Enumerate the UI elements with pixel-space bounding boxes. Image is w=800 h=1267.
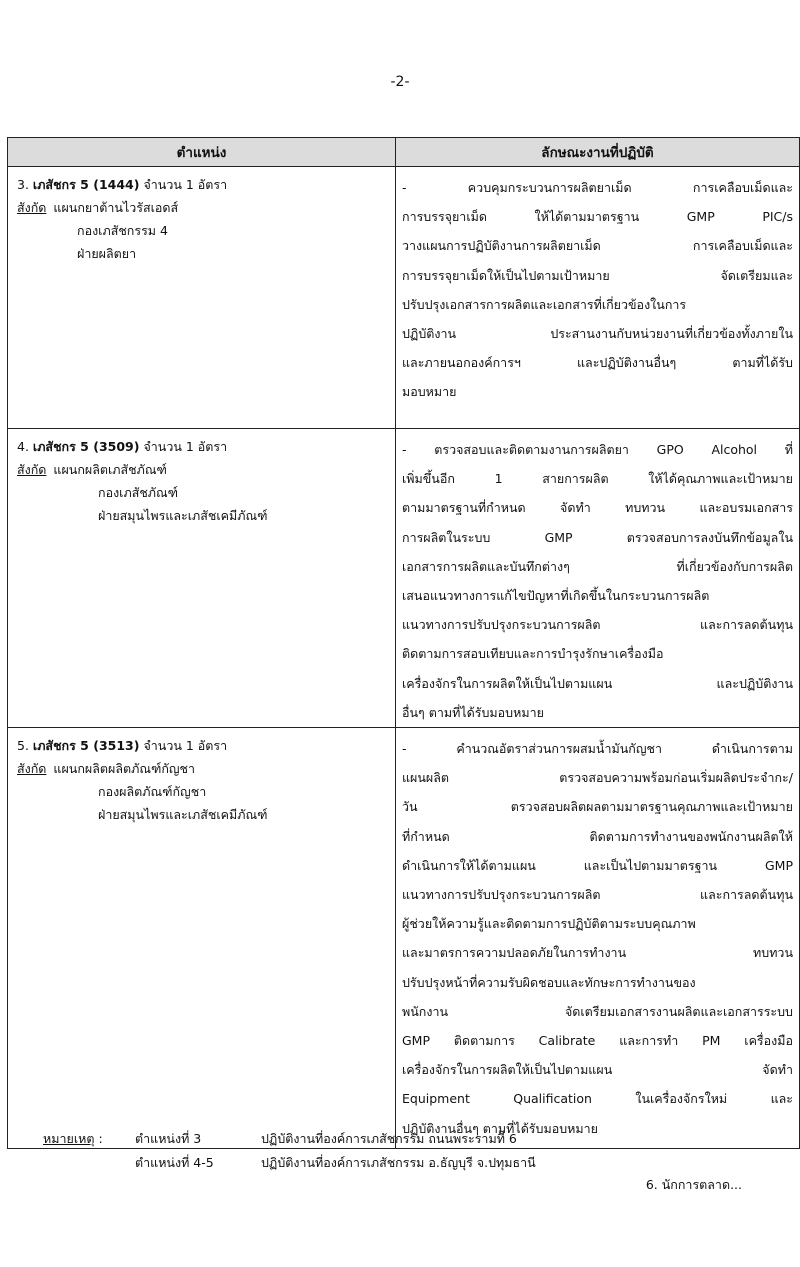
duty-line: อื่นๆ ตามที่ได้รับมอบหมาย [402, 704, 544, 720]
header-position: ตำแหน่ง [8, 138, 396, 167]
duty-line: เครื่องจักรในการผลิตให้เป็นไปตามแผน จัดทำ [402, 1062, 793, 1078]
duty-line: GMP ติดตามการ Calibrate และการทำ PM เครื่องมือ [402, 1033, 793, 1049]
duty-cell [396, 167, 800, 429]
duty-line: ที่กำหนด ติดตามการทำงานของพนักงานผลิตให้ [402, 828, 793, 844]
header-duties: ลักษณะงานที่ปฏิบัติ [396, 138, 800, 167]
page-number: -2- [390, 74, 410, 90]
position-count: จำนวน 1 อัตรา [143, 439, 228, 454]
duty-line: เครื่องจักรในการผลิตให้เป็นไปตามแผน และปฏิบัติงาน [402, 675, 793, 691]
remark-position: ตำแหน่งที่ 3 [135, 1131, 202, 1146]
position-count: จำนวน 1 อัตรา [143, 738, 228, 754]
duty-line: มอบหมาย [402, 384, 457, 400]
continuation-text: 6. นักการตลาด... [645, 1177, 742, 1192]
position-index: 5. [17, 738, 29, 754]
duty-line: เพิ่มขึ้นอีก 1 สายการผลิต ให้ได้คุณภาพและเป้าหมาย [402, 471, 793, 487]
duty-line: และมาตรการความปลอดภัยในการทำงาน ทบทวน [402, 945, 793, 961]
duty-cell [396, 728, 800, 1149]
position-title: เภสัชกร 5 (3513) [32, 738, 140, 754]
affiliation-label: สังกัด [17, 761, 47, 777]
remark-row [43, 1127, 536, 1151]
remark-label: หมายเหตุ [43, 1131, 95, 1146]
remark-position: ตำแหน่งที่ 4-5 [135, 1155, 214, 1170]
table-row [8, 167, 800, 429]
duty-line: วัน ตรวจสอบผลิตผลตามมาตรฐานคุณภาพและเป้าหมาย [402, 799, 793, 815]
affiliation-division: กองเภสัชภัณฑ์ [98, 485, 179, 500]
position-title: เภสัชกร 5 (1444) [32, 177, 140, 192]
duty-line: วางแผนการปฏิบัติงานการผลิตยาเม็ด การเคลือบเม็ดและ [402, 238, 793, 254]
remark-location: ปฏิบัติงานที่องค์การเภสัชกรรม ถนนพระรามที่ 6 [261, 1131, 517, 1146]
affiliation-label: สังกัด [17, 462, 47, 477]
duty-line: การบรรจุยาเม็ดให้เป็นไปตามเป้าหมาย จัดเตรียมและ [402, 267, 793, 283]
position-cell [8, 429, 396, 728]
table-row [8, 429, 800, 728]
affiliation-label: สังกัด [17, 200, 47, 215]
remark-location: ปฏิบัติงานที่องค์การเภสัชกรรม อ.ธัญบุรี จ.ปทุมธานี [261, 1155, 536, 1170]
remark-section [43, 1127, 536, 1175]
table-header-row [8, 138, 800, 167]
position-count: จำนวน 1 อัตรา [143, 177, 228, 192]
affiliation-department: ฝ่ายผลิตยา [77, 246, 137, 261]
duty-line: ตามมาตรฐานที่กำหนด จัดทำ ทบทวน และอบรมเอกสาร [402, 500, 793, 516]
duty-line: ปฏิบัติงานอื่นๆ ตามที่ได้รับมอบหมาย [402, 1120, 598, 1136]
affiliation-department: ฝ่ายสมุนไพรและเภสัชเคมีภัณฑ์ [98, 508, 268, 523]
duty-line: แนวทางการปรับปรุงกระบวนการผลิต และการลดต้นทุน [402, 617, 793, 633]
affiliation-department: ฝ่ายสมุนไพรและเภสัชเคมีภัณฑ์ [98, 807, 268, 823]
duty-line: - ตรวจสอบและติดตามงานการผลิตยา GPO Alcohol ที่ [402, 442, 793, 457]
position-title: เภสัชกร 5 (3509) [32, 439, 140, 454]
table-row [8, 728, 800, 1149]
position-cell [8, 167, 396, 429]
duty-line: ดำเนินการให้ได้ตามแผน และเป็นไปตามมาตรฐาน GMP [402, 857, 793, 873]
position-index: 4. [17, 439, 29, 454]
remark-separator: : [98, 1131, 103, 1146]
duty-line: ติดตามการสอบเทียบและการบำรุงรักษาเครื่องมือ [402, 646, 664, 662]
duty-line: ปรับปรุงหน้าที่ความรับผิดชอบและทักษะการทำงานของ [402, 974, 696, 990]
position-index: 3. [17, 177, 29, 192]
remark-row [43, 1151, 536, 1175]
duty-cell [396, 429, 800, 728]
duty-line: ปฏิบัติงาน ประสานงานกับหน่วยงานที่เกี่ยวข้องทั้งภายใน [402, 326, 793, 342]
affiliation-division: กองผลิตภัณฑ์กัญชา [98, 784, 207, 800]
duty-line: แผนผลิต ตรวจสอบความพร้อมก่อนเริ่มผลิตประจำกะ/ [402, 770, 793, 786]
duty-line: - ควบคุมกระบวนการผลิตยาเม็ด การเคลือบเม็ดและ [402, 180, 793, 195]
affiliation-unit: แผนกผลิตผลิตภัณฑ์กัญชา [53, 761, 196, 777]
duty-line: เสนอแนวทางการแก้ไขปัญหาที่เกิดขึ้นในกระบวนการผลิต [402, 588, 710, 604]
duty-line: แนวทางการปรับปรุงกระบวนการผลิต และการลดต้นทุน [402, 887, 793, 903]
duty-line: - คำนวณอัตราส่วนการผสมน้ำมันกัญชา ดำเนินการตาม [402, 741, 793, 757]
duty-line: การบรรจุยาเม็ด ให้ได้ตามมาตรฐาน GMP PIC/s [402, 209, 793, 225]
affiliation-unit: แผนกผลิตเภสัชภัณฑ์ [53, 462, 167, 477]
affiliation-division: กองเภสัชกรรม 4 [77, 223, 168, 238]
duty-line: Equipment Qualification ในเครื่องจักรใหม่ และ [402, 1091, 793, 1107]
position-cell [8, 728, 396, 1149]
duty-line: ผู้ช่วยให้ความรู้และติดตามการปฏิบัติตามระบบคุณภาพ [402, 916, 696, 932]
affiliation-unit: แผนกยาต้านไวรัสเอดส์ [53, 200, 179, 215]
duty-line: ปรับปรุงเอกสารการผลิตและเอกสารที่เกี่ยวข้องในการ [402, 296, 687, 312]
duty-line: พนักงาน จัดเตรียมเอกสารงานผลิตและเอกสารระบบ [402, 1003, 793, 1019]
duty-line: เอกสารการผลิตและบันทึกต่างๆ ที่เกี่ยวข้องกับการผลิต [402, 558, 793, 574]
duty-line: และภายนอกองค์การฯ และปฏิบัติงานอื่นๆ ตามที่ได้รับ [402, 355, 793, 371]
duty-line: การผลิตในระบบ GMP ตรวจสอบการลงบันทึกข้อมูลใน [402, 529, 793, 545]
positions-table [7, 137, 800, 1149]
